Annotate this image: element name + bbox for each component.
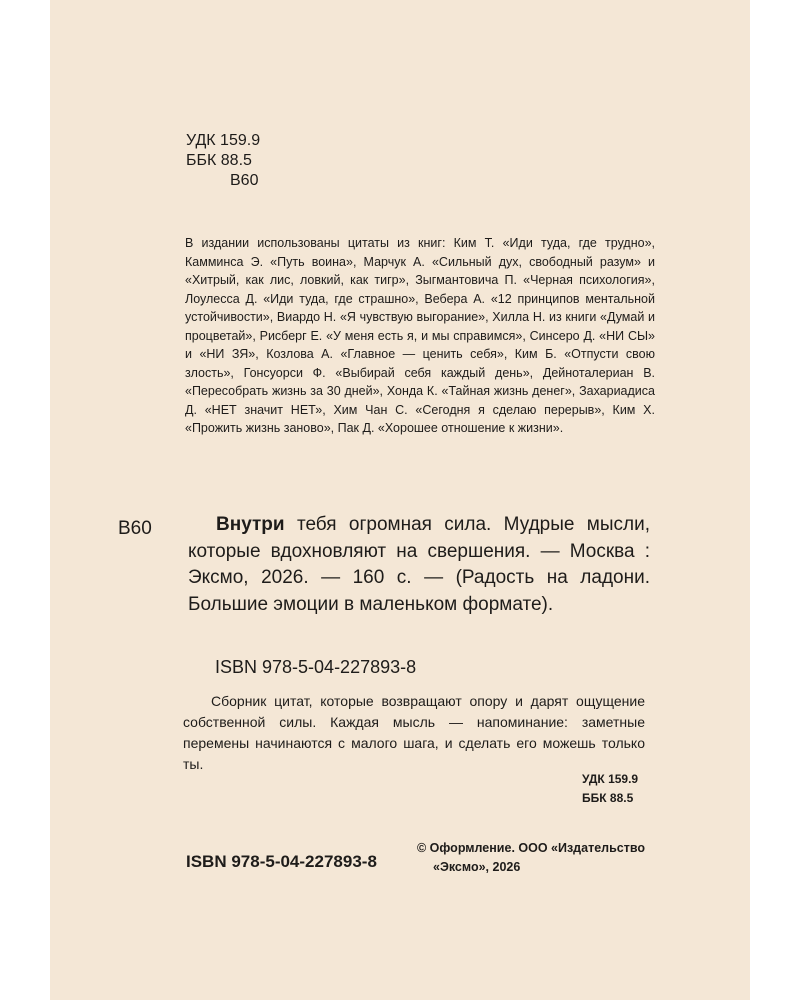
sources-note: В издании использованы цитаты из книг: Ким Т. «Иди туда, где трудно», Камминса Э. «Путь воина», Марчук А. «Сильный дух, свободный разум» и «Хитрый, как лис, ловкий, как тигр», Зыгмантовича П. «Черная психология», Лоулесса Д. «Иди туда, где страшно», Вебера А. «12 принципов ментальной устойчивости», Виардо Н. «Я чувствую выгорание», Хилла Н. из книги «Думай и процветай», Рисберг Е. «У меня есть я, и мы справимся», Синсеро Д. «НИ СЫ» и «НИ ЗЯ», Козлова А. «Главное — ценить себя», Ким Б. «Отпусти свою злость», Гонсуорси Ф. «Выбирай себя каждый день», Дейноталериан В. «Пересобрать жизнь за 30 дней», Хонда К. «Тайная жизнь денег», Захариадиса Д. «НЕТ значит НЕТ», Хим Чан С. «Сегодня я сделаю перерыв», Ким Х. «Прожить жизнь заново», Пак Д. «Хорошее отношение к жизни».	[185, 236, 655, 435]
udk-code: УДК 159.9	[186, 132, 261, 149]
book-imprint-page	[50, 0, 750, 1000]
bibliographic-text: тебя огромная сила. Мудрые мысли, которые вдохновляют на свершения. — Москва : Эксмо, 2026. — 160 с. — (Радость на ладони. Большие эмоции в маленьком формате).	[188, 514, 651, 615]
annotation-text: Сборник цитат, которые возвращают опору и дарят ощущение собственной силы. Каждая мысль — напоминание: заметные перемены начинаются с малого шага, и сделать его можешь только ты.	[183, 693, 645, 772]
isbn-bottom: ISBN 978-5-04-227893-8	[186, 852, 377, 871]
copyright-notice	[417, 839, 645, 877]
annotation	[183, 691, 645, 775]
bibliographic-description	[188, 512, 650, 618]
book-title-start: Внутри	[216, 514, 285, 535]
bbk-code-bottom: ББК 88.5	[582, 791, 634, 805]
isbn-main: ISBN 978-5-04-227893-8	[215, 657, 417, 677]
author-mark: В60	[230, 172, 259, 189]
bbk-code: ББК 88.5	[186, 152, 252, 169]
copyright-line-2: «Эксмо», 2026	[433, 860, 521, 874]
classification-block	[186, 131, 260, 191]
classification-bottom	[582, 770, 638, 808]
copyright-line-1: © Оформление. ООО «Издательство	[417, 841, 645, 855]
udk-code-bottom: УДК 159.9	[582, 772, 639, 786]
biblio-author-mark: В60	[118, 518, 152, 539]
